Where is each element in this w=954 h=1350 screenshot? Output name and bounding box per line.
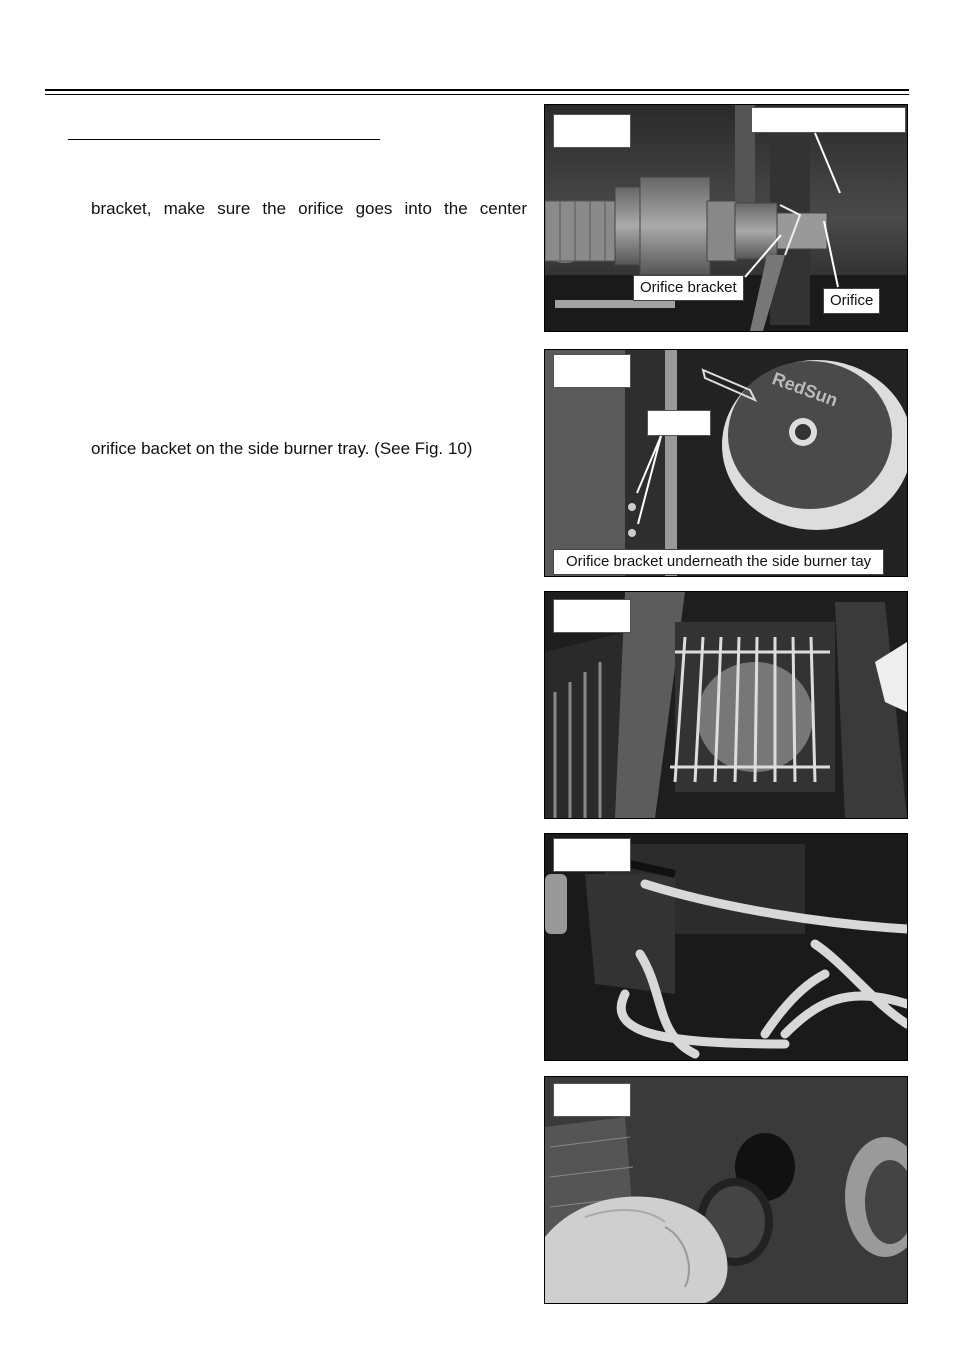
instruction-text-1: bracket, make sure the orifice goes into the center bbox=[91, 199, 527, 218]
figure-wiring-photo bbox=[544, 833, 908, 1061]
figure-knob-installation-photo bbox=[544, 1076, 908, 1304]
section-heading-underline bbox=[68, 139, 380, 140]
figure-side-burner-tray-photo bbox=[544, 349, 908, 577]
figure-number-box bbox=[553, 599, 631, 633]
burner-logo-text: RedSun bbox=[769, 368, 841, 411]
instruction-text-2: orifice backet on the side burner tray. (See Fig. 10) bbox=[91, 439, 473, 458]
figure-burner-grate-photo bbox=[544, 591, 908, 819]
figure-orifice-bracket-photo bbox=[544, 104, 908, 332]
figure-number-box bbox=[553, 1083, 631, 1117]
label-orifice: Orifice bbox=[823, 288, 880, 314]
header-rule-thin bbox=[45, 94, 909, 95]
label-orifice-bracket: Orifice bracket bbox=[633, 275, 744, 301]
header-rule-thick bbox=[45, 89, 909, 91]
label-caption: Orifice bracket underneath the side burner tay bbox=[553, 549, 884, 575]
figure-number-box bbox=[553, 838, 631, 872]
